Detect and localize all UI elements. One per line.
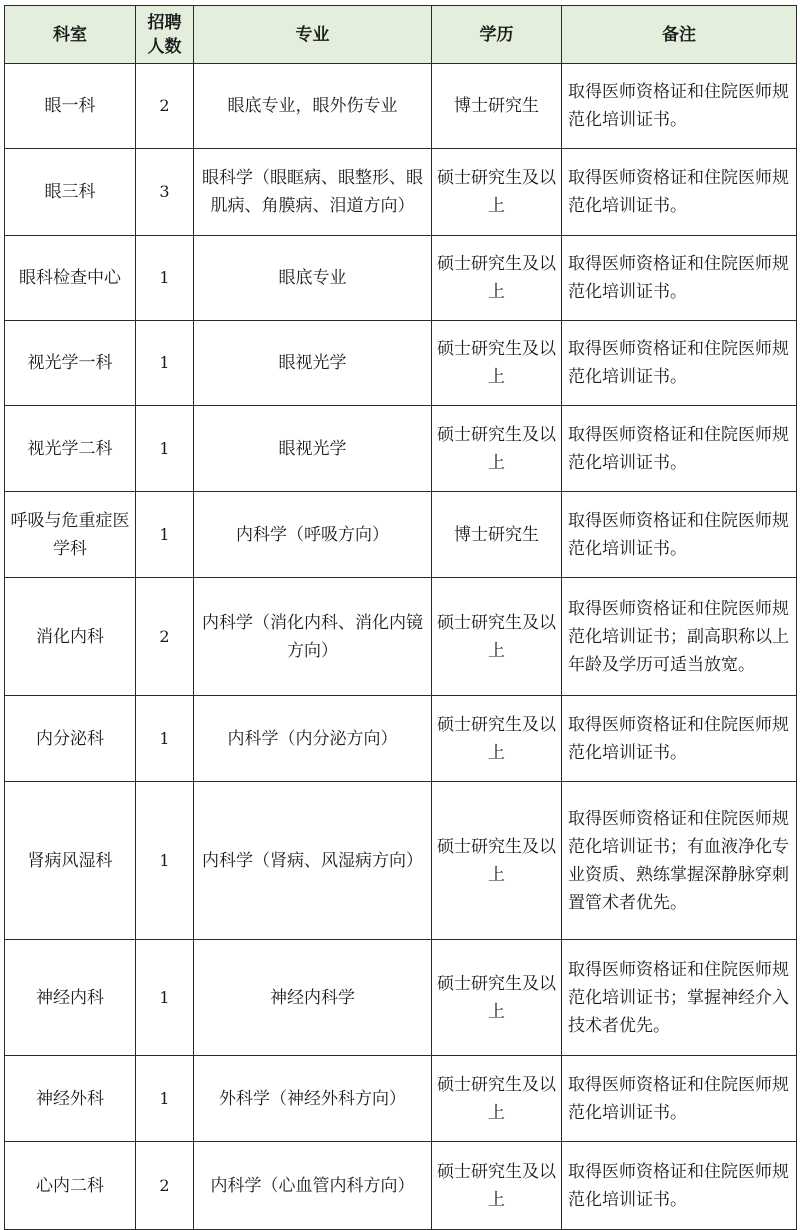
cell-edu: 硕士研究生及以上: [432, 236, 562, 321]
cell-dept: 眼科检查中心: [5, 236, 136, 321]
cell-edu: 硕士研究生及以上: [432, 940, 562, 1056]
cell-dept: 呼吸与危重症医学科: [5, 492, 136, 578]
cell-edu: 硕士研究生及以上: [432, 1056, 562, 1142]
table-row: [5, 578, 797, 696]
cell-note: 取得医师资格证和住院医师规范化培训证书。: [562, 64, 797, 149]
table-row: [5, 696, 797, 782]
cell-dept: 视光学二科: [5, 406, 136, 492]
table-row: [5, 782, 797, 940]
cell-dept: 神经内科: [5, 940, 136, 1056]
header-row: [5, 6, 797, 64]
cell-major: 眼底专业: [194, 236, 432, 321]
cell-count: 2: [136, 1142, 194, 1230]
cell-count: 2: [136, 578, 194, 696]
cell-major: 内科学（内分泌方向）: [194, 696, 432, 782]
cell-count: 1: [136, 321, 194, 406]
table-row: [5, 236, 797, 321]
cell-count: 2: [136, 64, 194, 149]
cell-edu: 硕士研究生及以上: [432, 321, 562, 406]
cell-major: 内科学（心血管内科方向）: [194, 1142, 432, 1230]
cell-note: 取得医师资格证和住院医师规范化培训证书；副高职称以上年龄及学历可适当放宽。: [562, 578, 797, 696]
cell-note: 取得医师资格证和住院医师规范化培训证书。: [562, 321, 797, 406]
cell-edu: 硕士研究生及以上: [432, 406, 562, 492]
cell-note: 取得医师资格证和住院医师规范化培训证书；掌握神经介入技术者优先。: [562, 940, 797, 1056]
cell-note: 取得医师资格证和住院医师规范化培训证书。: [562, 149, 797, 236]
cell-major: 眼视光学: [194, 321, 432, 406]
cell-major: 内科学（呼吸方向）: [194, 492, 432, 578]
table-row: [5, 492, 797, 578]
cell-note: 取得医师资格证和住院医师规范化培训证书。: [562, 236, 797, 321]
header-note: 备注: [562, 6, 797, 64]
cell-note: 取得医师资格证和住院医师规范化培训证书；有血液净化专业资质、熟练掌握深静脉穿刺置管术者优先。: [562, 782, 797, 940]
table-row: [5, 940, 797, 1056]
cell-note: 取得医师资格证和住院医师规范化培训证书。: [562, 492, 797, 578]
cell-count: 1: [136, 782, 194, 940]
cell-count: 1: [136, 236, 194, 321]
cell-major: 内科学（消化内科、消化内镜方向）: [194, 578, 432, 696]
cell-dept: 眼三科: [5, 149, 136, 236]
cell-dept: 消化内科: [5, 578, 136, 696]
table-row: [5, 64, 797, 149]
cell-edu: 硕士研究生及以上: [432, 149, 562, 236]
cell-edu: 博士研究生: [432, 492, 562, 578]
cell-major: 外科学（神经外科方向）: [194, 1056, 432, 1142]
cell-note: 取得医师资格证和住院医师规范化培训证书。: [562, 1056, 797, 1142]
recruitment-table: [4, 5, 797, 1230]
cell-count: 1: [136, 1056, 194, 1142]
cell-dept: 神经外科: [5, 1056, 136, 1142]
cell-count: 1: [136, 492, 194, 578]
cell-edu: 硕士研究生及以上: [432, 696, 562, 782]
table-row: [5, 1056, 797, 1142]
header-major: 专业: [194, 6, 432, 64]
header-dept: 科室: [5, 6, 136, 64]
cell-note: 取得医师资格证和住院医师规范化培训证书。: [562, 1142, 797, 1230]
table-row: [5, 406, 797, 492]
cell-dept: 内分泌科: [5, 696, 136, 782]
cell-dept: 视光学一科: [5, 321, 136, 406]
cell-count: 1: [136, 406, 194, 492]
table-row: [5, 321, 797, 406]
cell-dept: 心内二科: [5, 1142, 136, 1230]
cell-major: 眼底专业，眼外伤专业: [194, 64, 432, 149]
table-row: [5, 149, 797, 236]
cell-major: 眼科学（眼眶病、眼整形、眼肌病、角膜病、泪道方向）: [194, 149, 432, 236]
cell-edu: 硕士研究生及以上: [432, 578, 562, 696]
cell-major: 内科学（肾病、风湿病方向）: [194, 782, 432, 940]
cell-count: 1: [136, 696, 194, 782]
table-row: [5, 1142, 797, 1230]
cell-count: 3: [136, 149, 194, 236]
header-count: 招聘人数: [136, 6, 194, 64]
cell-dept: 肾病风湿科: [5, 782, 136, 940]
cell-count: 1: [136, 940, 194, 1056]
cell-note: 取得医师资格证和住院医师规范化培训证书。: [562, 406, 797, 492]
cell-note: 取得医师资格证和住院医师规范化培训证书。: [562, 696, 797, 782]
cell-edu: 博士研究生: [432, 64, 562, 149]
cell-edu: 硕士研究生及以上: [432, 782, 562, 940]
cell-major: 神经内科学: [194, 940, 432, 1056]
cell-edu: 硕士研究生及以上: [432, 1142, 562, 1230]
header-edu: 学历: [432, 6, 562, 64]
cell-major: 眼视光学: [194, 406, 432, 492]
cell-dept: 眼一科: [5, 64, 136, 149]
